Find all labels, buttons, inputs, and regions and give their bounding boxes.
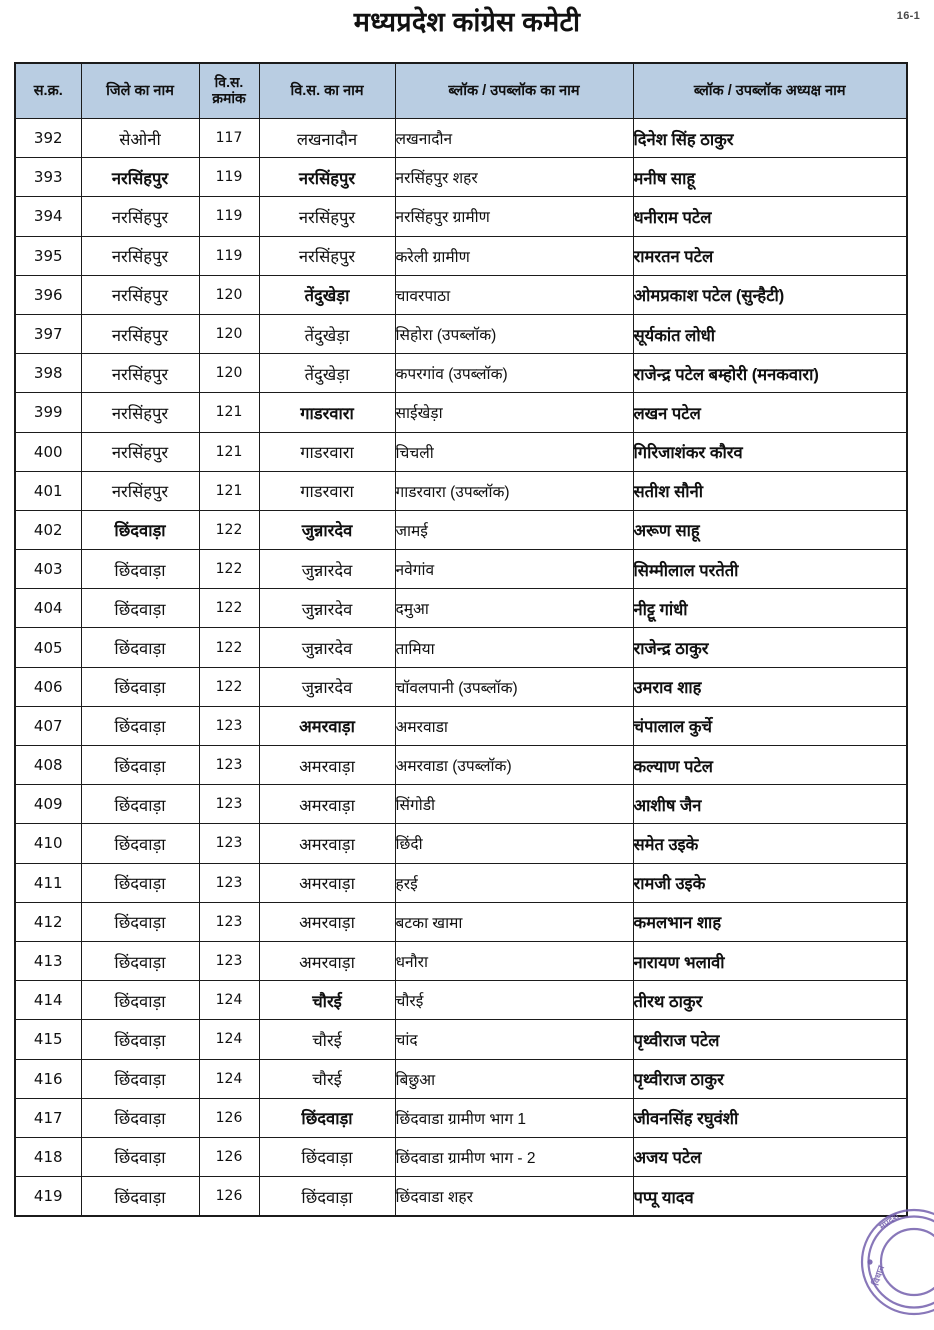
cell-vs-number: 123 xyxy=(199,863,259,902)
cell-district: छिंदवाड़ा xyxy=(81,902,199,941)
cell-block-president: दिनेश सिंह ठाकुर xyxy=(633,119,907,158)
cell-block-name: चिचली xyxy=(395,432,633,471)
cell-block-president: जीवनसिंह रघुवंशी xyxy=(633,1098,907,1137)
cell-district: सेओनी xyxy=(81,119,199,158)
cell-block-name: बटका खामा xyxy=(395,902,633,941)
cell-block-president: पप्पू यादव xyxy=(633,1177,907,1217)
cell-district: नरसिंहपुर xyxy=(81,354,199,393)
col-header-vs-number xyxy=(199,63,259,119)
col-header-block-name: ब्लॉक / उपब्लॉक का नाम xyxy=(395,63,633,119)
cell-serial: 393 xyxy=(15,158,81,197)
cell-vs-number: 123 xyxy=(199,785,259,824)
cell-vs-name: लखनादौन xyxy=(259,119,395,158)
table-row xyxy=(15,432,907,471)
cell-vs-name: अमरवाड़ा xyxy=(259,746,395,785)
cell-serial: 402 xyxy=(15,510,81,549)
cell-block-president: रामरतन पटेल xyxy=(633,236,907,275)
cell-serial: 404 xyxy=(15,589,81,628)
cell-vs-number: 124 xyxy=(199,1020,259,1059)
cell-vs-number: 126 xyxy=(199,1177,259,1217)
cell-block-president: सूर्यकांत लोधी xyxy=(633,314,907,353)
cell-vs-number: 120 xyxy=(199,275,259,314)
cell-serial: 417 xyxy=(15,1098,81,1137)
cell-vs-number: 123 xyxy=(199,941,259,980)
cell-district: छिंदवाड़ा xyxy=(81,941,199,980)
cell-vs-number: 123 xyxy=(199,902,259,941)
table-row xyxy=(15,628,907,667)
cell-vs-number: 119 xyxy=(199,197,259,236)
cell-district: छिंदवाड़ा xyxy=(81,706,199,745)
table-row xyxy=(15,863,907,902)
cell-block-president: पृथ्वीराज ठाकुर xyxy=(633,1059,907,1098)
cell-district: छिंदवाड़ा xyxy=(81,1020,199,1059)
cell-block-name: करेली ग्रामीण xyxy=(395,236,633,275)
cell-block-name: चावरपाठा xyxy=(395,275,633,314)
table-header-row xyxy=(15,63,907,119)
cell-block-name: छिंदवाडा ग्रामीण भाग 1 xyxy=(395,1098,633,1137)
table-row xyxy=(15,941,907,980)
table-row xyxy=(15,510,907,549)
cell-block-president: राजेन्द्र ठाकुर xyxy=(633,628,907,667)
cell-block-name: नरसिंहपुर ग्रामीण xyxy=(395,197,633,236)
cell-vs-name: छिंदवाड़ा xyxy=(259,1177,395,1217)
cell-serial: 411 xyxy=(15,863,81,902)
cell-serial: 392 xyxy=(15,119,81,158)
cell-serial: 414 xyxy=(15,981,81,1020)
cell-district: छिंदवाड़ा xyxy=(81,1059,199,1098)
cell-block-name: लखनादौन xyxy=(395,119,633,158)
cell-vs-number: 119 xyxy=(199,158,259,197)
col-header-district: जिले का नाम xyxy=(81,63,199,119)
cell-vs-name: जुन्नारदेव xyxy=(259,628,395,667)
cell-block-name: चॉवलपानी (उपब्लॉक) xyxy=(395,667,633,706)
table-row xyxy=(15,1098,907,1137)
cell-vs-name: चौरई xyxy=(259,1059,395,1098)
cell-serial: 409 xyxy=(15,785,81,824)
cell-vs-number: 124 xyxy=(199,1059,259,1098)
cell-vs-number: 122 xyxy=(199,510,259,549)
cell-block-name: साईखेड़ा xyxy=(395,393,633,432)
table-row xyxy=(15,667,907,706)
cell-vs-name: नरसिंहपुर xyxy=(259,236,395,275)
cell-block-president: लखन पटेल xyxy=(633,393,907,432)
cell-vs-number: 122 xyxy=(199,628,259,667)
cell-district: नरसिंहपुर xyxy=(81,471,199,510)
cell-block-president: धनीराम पटेल xyxy=(633,197,907,236)
cell-vs-name: नरसिंहपुर xyxy=(259,158,395,197)
cell-vs-number: 121 xyxy=(199,471,259,510)
svg-text:मप्रदेश: मप्रदेश xyxy=(876,1210,902,1233)
cell-serial: 410 xyxy=(15,824,81,863)
table-row xyxy=(15,354,907,393)
table-row xyxy=(15,119,907,158)
cell-block-president: नीट्टू गांधी xyxy=(633,589,907,628)
cell-vs-name: तेंदुखेड़ा xyxy=(259,354,395,393)
table-header xyxy=(15,63,907,119)
cell-vs-name: गाडरवारा xyxy=(259,393,395,432)
cell-block-name: अमरवाडा xyxy=(395,706,633,745)
cell-district: नरसिंहपुर xyxy=(81,197,199,236)
cell-vs-number: 124 xyxy=(199,981,259,1020)
cell-block-president: उमराव शाह xyxy=(633,667,907,706)
cell-vs-number: 120 xyxy=(199,354,259,393)
cell-vs-number: 122 xyxy=(199,550,259,589)
cell-serial: 397 xyxy=(15,314,81,353)
cell-block-president: तीरथ ठाकुर xyxy=(633,981,907,1020)
cell-serial: 415 xyxy=(15,1020,81,1059)
cell-block-president: गिरिजाशंकर कौरव xyxy=(633,432,907,471)
cell-block-name: कपरगांव (उपब्लॉक) xyxy=(395,354,633,393)
official-seal-icon xyxy=(856,1200,934,1330)
cell-serial: 412 xyxy=(15,902,81,941)
cell-block-president: सतीश सौनी xyxy=(633,471,907,510)
cell-district: छिंदवाड़ा xyxy=(81,863,199,902)
table-row xyxy=(15,981,907,1020)
cell-block-president: अजय पटेल xyxy=(633,1137,907,1176)
cell-vs-name: जुन्नारदेव xyxy=(259,589,395,628)
cell-vs-number: 121 xyxy=(199,393,259,432)
cell-district: छिंदवाड़ा xyxy=(81,1137,199,1176)
cell-serial: 419 xyxy=(15,1177,81,1217)
cell-serial: 405 xyxy=(15,628,81,667)
cell-vs-number: 121 xyxy=(199,432,259,471)
cell-block-name: छिंदवाडा ग्रामीण भाग - 2 xyxy=(395,1137,633,1176)
cell-vs-name: तेंदुखेड़ा xyxy=(259,275,395,314)
cell-block-president: ओमप्रकाश पटेल (सुन्हैटी) xyxy=(633,275,907,314)
block-president-table xyxy=(14,62,908,1217)
cell-vs-name: गाडरवारा xyxy=(259,432,395,471)
cell-block-president: आशीष जैन xyxy=(633,785,907,824)
cell-block-president: अरूण साहू xyxy=(633,510,907,549)
cell-vs-number: 126 xyxy=(199,1137,259,1176)
cell-district: नरसिंहपुर xyxy=(81,158,199,197)
cell-block-name: चांद xyxy=(395,1020,633,1059)
cell-block-name: धनौरा xyxy=(395,941,633,980)
cell-serial: 403 xyxy=(15,550,81,589)
col-header-vs-number-line1: वि.स. xyxy=(215,74,244,90)
cell-district: नरसिंहपुर xyxy=(81,393,199,432)
cell-vs-name: अमरवाड़ा xyxy=(259,863,395,902)
page-number: 16-1 xyxy=(897,10,920,22)
cell-vs-name: जुन्नारदेव xyxy=(259,510,395,549)
cell-block-name: बिछुआ xyxy=(395,1059,633,1098)
cell-district: छिंदवाड़ा xyxy=(81,746,199,785)
table-row xyxy=(15,393,907,432)
table-row xyxy=(15,236,907,275)
cell-serial: 406 xyxy=(15,667,81,706)
cell-vs-name: अमरवाड़ा xyxy=(259,706,395,745)
cell-vs-name: अमरवाड़ा xyxy=(259,785,395,824)
table-row xyxy=(15,550,907,589)
table-row xyxy=(15,902,907,941)
cell-vs-name: जुन्नारदेव xyxy=(259,667,395,706)
cell-block-president: राजेन्द्र पटेल बम्होरी (मनकवारा) xyxy=(633,354,907,393)
cell-block-name: जामई xyxy=(395,510,633,549)
page-title: मध्यप्रदेश कांग्रेस कमेटी xyxy=(0,6,934,40)
cell-serial: 395 xyxy=(15,236,81,275)
cell-block-name: तामिया xyxy=(395,628,633,667)
col-header-vs-name: वि.स. का नाम xyxy=(259,63,395,119)
cell-district: छिंदवाड़ा xyxy=(81,785,199,824)
cell-vs-name: चौरई xyxy=(259,1020,395,1059)
cell-block-name: अमरवाडा (उपब्लॉक) xyxy=(395,746,633,785)
page-header xyxy=(0,0,934,62)
cell-district: छिंदवाड़ा xyxy=(81,824,199,863)
cell-block-name: हरई xyxy=(395,863,633,902)
cell-block-name: छिंदी xyxy=(395,824,633,863)
cell-block-president: कल्याण पटेल xyxy=(633,746,907,785)
cell-block-president: कमलभान शाह xyxy=(633,902,907,941)
cell-serial: 394 xyxy=(15,197,81,236)
cell-block-president: सिम्मीलाल परतेती xyxy=(633,550,907,589)
cell-vs-number: 123 xyxy=(199,824,259,863)
cell-vs-name: अमरवाड़ा xyxy=(259,902,395,941)
cell-district: छिंदवाड़ा xyxy=(81,1177,199,1217)
cell-district: छिंदवाड़ा xyxy=(81,589,199,628)
cell-serial: 418 xyxy=(15,1137,81,1176)
cell-serial: 398 xyxy=(15,354,81,393)
table-row xyxy=(15,158,907,197)
cell-serial: 416 xyxy=(15,1059,81,1098)
cell-district: छिंदवाड़ा xyxy=(81,628,199,667)
cell-block-name: दमुआ xyxy=(395,589,633,628)
cell-vs-number: 126 xyxy=(199,1098,259,1137)
cell-block-president: चंपालाल कुर्चे xyxy=(633,706,907,745)
cell-district: नरसिंहपुर xyxy=(81,275,199,314)
cell-vs-number: 120 xyxy=(199,314,259,353)
cell-block-president: पृथ्वीराज पटेल xyxy=(633,1020,907,1059)
cell-vs-name: नरसिंहपुर xyxy=(259,197,395,236)
cell-district: नरसिंहपुर xyxy=(81,314,199,353)
col-header-vs-number-line2: क्रमांक xyxy=(212,90,246,106)
table-row xyxy=(15,1059,907,1098)
table-body xyxy=(15,119,907,1217)
table-row xyxy=(15,1020,907,1059)
cell-vs-name: छिंदवाड़ा xyxy=(259,1098,395,1137)
cell-block-name: सिहोरा (उपब्लॉक) xyxy=(395,314,633,353)
cell-vs-name: जुन्नारदेव xyxy=(259,550,395,589)
table-row xyxy=(15,824,907,863)
cell-district: छिंदवाड़ा xyxy=(81,510,199,549)
cell-serial: 407 xyxy=(15,706,81,745)
table-row xyxy=(15,785,907,824)
cell-block-name: सिंगोडी xyxy=(395,785,633,824)
cell-block-president: रामजी उइके xyxy=(633,863,907,902)
cell-vs-number: 123 xyxy=(199,746,259,785)
cell-block-name: नरसिंहपुर शहर xyxy=(395,158,633,197)
cell-district: छिंदवाड़ा xyxy=(81,981,199,1020)
cell-serial: 396 xyxy=(15,275,81,314)
table-row xyxy=(15,1177,907,1217)
table-row xyxy=(15,275,907,314)
cell-vs-name: गाडरवारा xyxy=(259,471,395,510)
cell-vs-name: तेंदुखेड़ा xyxy=(259,314,395,353)
cell-serial: 400 xyxy=(15,432,81,471)
col-header-serial: स.क्र. xyxy=(15,63,81,119)
cell-vs-name: अमरवाड़ा xyxy=(259,941,395,980)
col-header-block-president: ब्लॉक / उपब्लॉक अध्यक्ष नाम xyxy=(633,63,907,119)
table-container xyxy=(14,62,906,1217)
cell-block-name: नवेगांव xyxy=(395,550,633,589)
cell-district: नरसिंहपुर xyxy=(81,432,199,471)
table-row xyxy=(15,1137,907,1176)
cell-block-name: छिंदवाडा शहर xyxy=(395,1177,633,1217)
svg-text:विधान: विधान xyxy=(869,1263,887,1288)
cell-district: छिंदवाड़ा xyxy=(81,550,199,589)
cell-block-president: नारायण भलावी xyxy=(633,941,907,980)
cell-district: नरसिंहपुर xyxy=(81,236,199,275)
table-row xyxy=(15,471,907,510)
cell-vs-number: 122 xyxy=(199,667,259,706)
cell-vs-number: 119 xyxy=(199,236,259,275)
cell-block-president: समेत उइके xyxy=(633,824,907,863)
cell-district: छिंदवाड़ा xyxy=(81,667,199,706)
cell-vs-name: अमरवाड़ा xyxy=(259,824,395,863)
table-row xyxy=(15,197,907,236)
cell-block-name: गाडरवारा (उपब्लॉक) xyxy=(395,471,633,510)
cell-block-name: चौरई xyxy=(395,981,633,1020)
table-row xyxy=(15,589,907,628)
cell-vs-name: छिंदवाड़ा xyxy=(259,1137,395,1176)
cell-district: छिंदवाड़ा xyxy=(81,1098,199,1137)
cell-serial: 413 xyxy=(15,941,81,980)
cell-serial: 408 xyxy=(15,746,81,785)
cell-serial: 399 xyxy=(15,393,81,432)
cell-vs-name: चौरई xyxy=(259,981,395,1020)
cell-block-president: मनीष साहू xyxy=(633,158,907,197)
table-row xyxy=(15,314,907,353)
cell-vs-number: 117 xyxy=(199,119,259,158)
table-row xyxy=(15,706,907,745)
cell-serial: 401 xyxy=(15,471,81,510)
cell-vs-number: 122 xyxy=(199,589,259,628)
table-row xyxy=(15,746,907,785)
cell-vs-number: 123 xyxy=(199,706,259,745)
